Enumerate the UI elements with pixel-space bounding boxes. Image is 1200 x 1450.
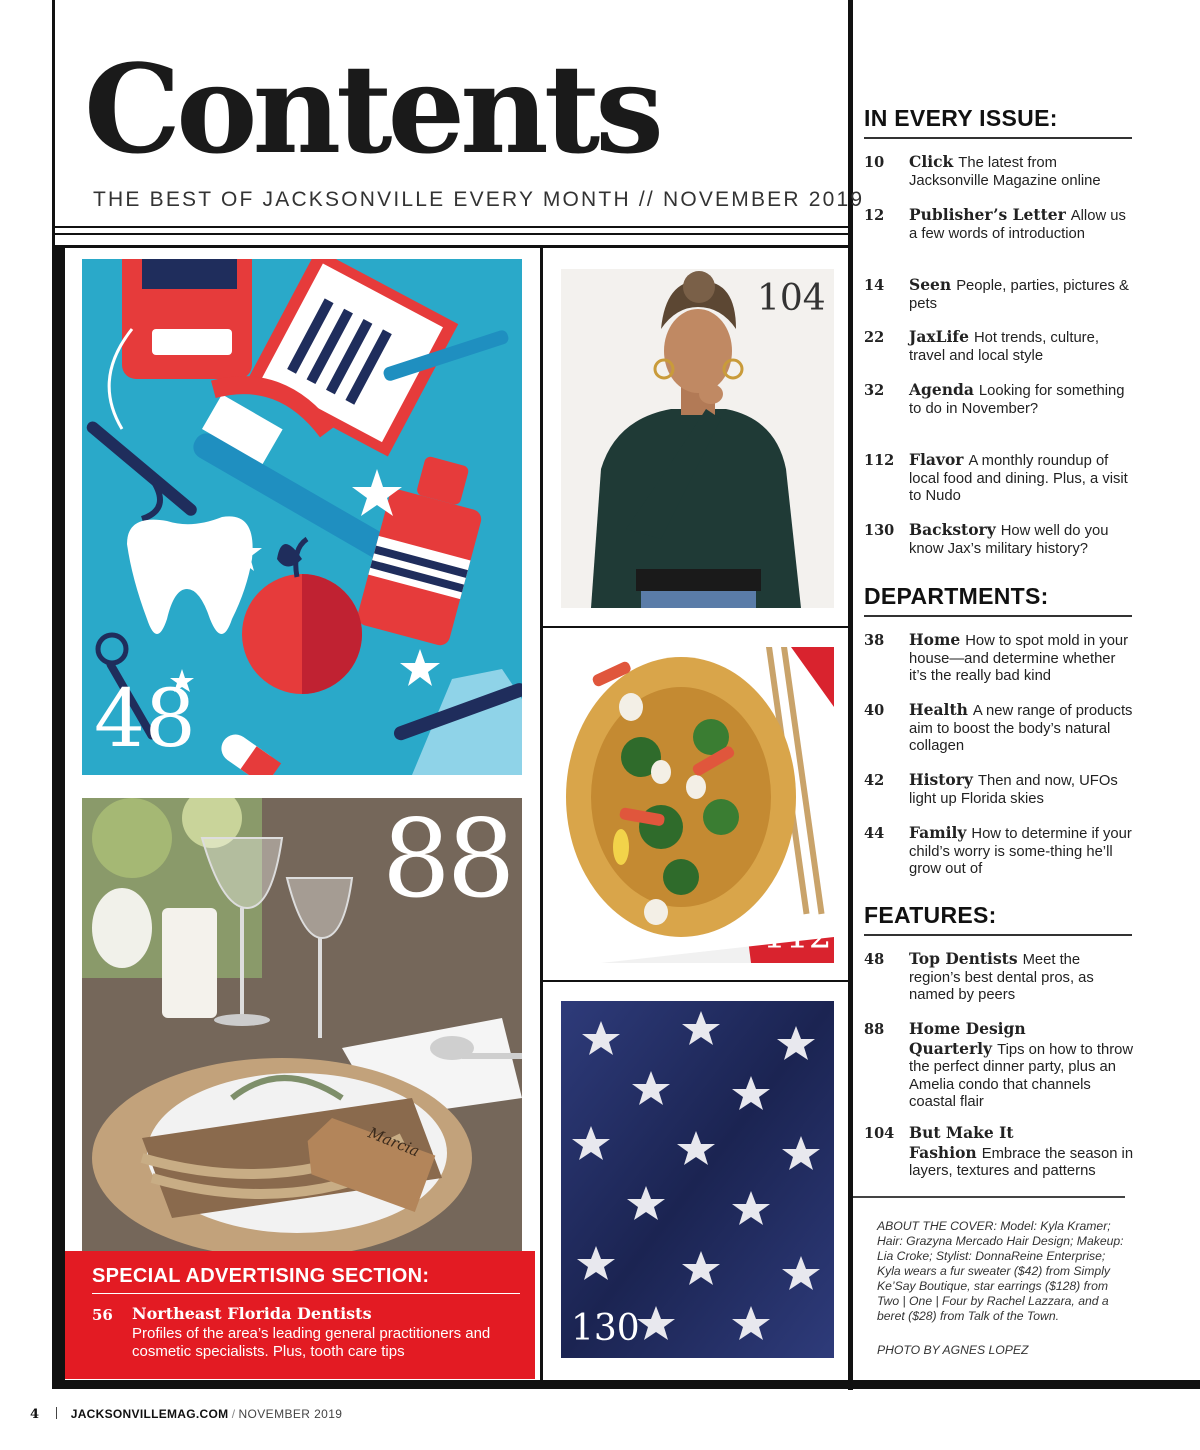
section-heading: DEPARTMENTS:: [864, 583, 1049, 609]
center-divider: [540, 248, 543, 1386]
about-rule: [853, 1196, 1125, 1198]
toc-entry-text: [909, 701, 1134, 756]
toc-entry-page: 104: [864, 1125, 895, 1142]
footer-divider: [56, 1407, 57, 1419]
toc-entry-text: [909, 451, 1134, 506]
toc-entry-title: Agenda: [909, 380, 974, 399]
noodle-dish-photo[interactable]: [561, 647, 834, 963]
toc-entry-page: 40: [864, 702, 885, 719]
toc-entry-title: Backstory: [909, 520, 996, 539]
toc-entry-page: 88: [864, 1021, 885, 1038]
toc-entry-title: Flavor: [909, 450, 964, 469]
toc-entry-desc: Meet the region’s best dental pros, as named by peers: [909, 952, 1094, 1003]
toc-entry-title: Seen: [909, 275, 952, 294]
toc-entry-text: [909, 1124, 1134, 1181]
toc-entry[interactable]: [864, 824, 1134, 879]
page-subtitle: THE BEST OF JACKSONVILLE EVERY MONTH // NOVEMBER 2019: [93, 188, 865, 211]
toc-entry-title: Health: [909, 700, 968, 719]
toc-entry-page: 22: [864, 329, 885, 346]
toc-entry-desc: A monthly roundup of local food and dining. Plus, a visit to Nudo: [909, 453, 1128, 504]
toc-entry-desc: How well do you know Jax’s military history?: [909, 523, 1109, 557]
special-rule: [92, 1293, 520, 1294]
toc-entry[interactable]: [864, 521, 1134, 558]
toc-entry-title: JaxLife: [909, 327, 969, 346]
toc-entry-page: 130: [864, 522, 895, 539]
page-number-104: 104: [757, 278, 826, 319]
fashion-model-photo[interactable]: [561, 269, 834, 608]
toc-entry-desc: How to determine if your child’s worry is some-thing he’ll grow out of: [909, 826, 1132, 877]
toc-entry-desc: Hot trends, culture, travel and local style: [909, 330, 1099, 364]
toc-entry-title: Family: [909, 823, 967, 842]
toc-entry-page: 38: [864, 632, 885, 649]
toc-entry-text: [909, 631, 1134, 686]
toc-entry-title: Home: [909, 630, 961, 649]
footer-site[interactable]: JACKSONVILLEMAG.COM: [70, 1407, 229, 1421]
toc-entry-page: 42: [864, 772, 885, 789]
mid-rule-2: [543, 980, 848, 982]
toc-entry-text: [909, 1020, 1134, 1112]
toc-entry-desc: Then and now, UFOs light up Florida skies: [909, 773, 1118, 807]
photo-credit: PHOTO BY AGNES LOPEZ: [877, 1343, 1029, 1357]
section-rule: [864, 934, 1132, 936]
toc-entry[interactable]: [864, 950, 1134, 1005]
toc-entry-text: [909, 206, 1134, 243]
footer-page-number: 4: [30, 1407, 40, 1422]
toc-entry-title: Click: [909, 152, 954, 171]
toc-entry-title: Home Design Quarterly: [909, 1019, 1026, 1058]
toc-entry-text: [909, 328, 1134, 365]
toc-entry[interactable]: [864, 381, 1134, 418]
toc-entry-desc: Tips on how to throw the perfect dinner party, plus an Amelia condo that channels coastal flair: [909, 1041, 1134, 1110]
special-entry-desc: Profiles of the area’s leading general practitioners and cosmetic specialists. Plus, tooth care tips: [132, 1325, 491, 1360]
toc-entry[interactable]: [864, 153, 1134, 190]
toc-entry-title: Publisher’s Letter: [909, 205, 1066, 224]
toc-entry-desc: How to spot mold in your house—and determine whether it’s the really bad kind: [909, 633, 1129, 684]
special-entry-number: 56: [92, 1306, 113, 1324]
table-setting-photo[interactable]: [82, 798, 522, 1258]
toc-entry-text: [909, 381, 1134, 418]
toc-entry-title: History: [909, 770, 973, 789]
toc-entry-desc: Embrace the season in layers, textures and patterns: [909, 1145, 1134, 1179]
toc-entry-desc: The latest from Jacksonville Magazine online: [909, 155, 1101, 189]
footer-separator: /: [228, 1407, 239, 1421]
star-flag-photo[interactable]: [561, 1001, 834, 1358]
toc-entry-page: 112: [864, 452, 895, 469]
toc-entry[interactable]: [864, 1020, 1134, 1112]
about-the-cover: ABOUT THE COVER: Model: Kyla Kramer; Hair: Grazyna Mercado Hair Design; Makeup: Lia Croke; Stylist: DonnaReine Enterprise; Kyla wears a fur sweater ($42) from Simply Ke’Say Boutique, star earrings ($128) from Two | One | Four by Rachel Lazzara, and a beret ($28) from Talk of the Town.: [877, 1219, 1124, 1323]
toc-entry-text: [909, 276, 1134, 313]
page-number-48: 48: [94, 672, 196, 765]
special-entry-name: Northeast Florida Dentists: [132, 1304, 372, 1323]
bottom-rule: [52, 1380, 1200, 1389]
special-heading: SPECIAL ADVERTISING SECTION:: [92, 1265, 430, 1287]
toc-entry-title: Top Dentists: [909, 949, 1018, 968]
page-number-88: 88: [382, 798, 512, 922]
toc-entry-text: [909, 824, 1134, 879]
toc-entry[interactable]: [864, 328, 1134, 365]
toc-entry-desc: A new range of products aim to boost the body’s natural collagen: [909, 703, 1133, 754]
toc-entry-page: 10: [864, 154, 885, 171]
toc-entry[interactable]: [864, 1124, 1134, 1181]
toc-entry-text: [909, 771, 1134, 808]
header-rule-1: [52, 226, 848, 228]
footer-issue: NOVEMBER 2019: [238, 1407, 343, 1421]
toc-entry[interactable]: [864, 206, 1134, 243]
toc-entry-desc: Looking for something to do in November?: [909, 383, 1125, 417]
left-frame-line: [52, 0, 55, 248]
section-rule: [864, 615, 1132, 617]
left-frame-line-lower: [52, 248, 65, 1386]
toc-entry-page: 44: [864, 825, 885, 842]
toc-entry[interactable]: [864, 631, 1134, 686]
toc-entry-page: 14: [864, 277, 885, 294]
star-flag-art: [561, 1001, 834, 1358]
toc-entry-page: 48: [864, 951, 885, 968]
toc-entry-text: [909, 153, 1134, 190]
toc-entry[interactable]: [864, 771, 1134, 808]
toc-entry-text: [909, 521, 1134, 558]
section-heading: FEATURES:: [864, 902, 997, 928]
header-rule-2: [52, 233, 848, 235]
toc-entry-title: But Make It Fashion: [909, 1123, 1014, 1162]
mid-rule-1: [543, 626, 848, 628]
toc-entry[interactable]: [864, 451, 1134, 506]
dental-illustration[interactable]: [82, 259, 522, 775]
toc-entry-page: 12: [864, 207, 885, 224]
page-title: Contents: [84, 37, 659, 181]
page-number-130: 130: [571, 1308, 640, 1349]
toc-entry[interactable]: [864, 276, 1134, 313]
section-heading: IN EVERY ISSUE:: [864, 105, 1058, 131]
page-footer: [30, 1407, 342, 1422]
fashion-model-art: [561, 269, 834, 608]
toc-entry[interactable]: [864, 701, 1134, 756]
toc-entry-desc: People, parties, pictures & pets: [909, 278, 1129, 312]
place-card-name: Marcia: [365, 1123, 423, 1161]
special-advertising-section[interactable]: [65, 1251, 535, 1379]
toc-entry-desc: Allow us a few words of introduction: [909, 208, 1126, 242]
header-rule-3: [52, 245, 848, 248]
toc-entry-text: [909, 950, 1134, 1005]
toc-entry-page: 32: [864, 382, 885, 399]
section-rule: [864, 137, 1132, 139]
page-number-112: 112: [763, 916, 832, 957]
